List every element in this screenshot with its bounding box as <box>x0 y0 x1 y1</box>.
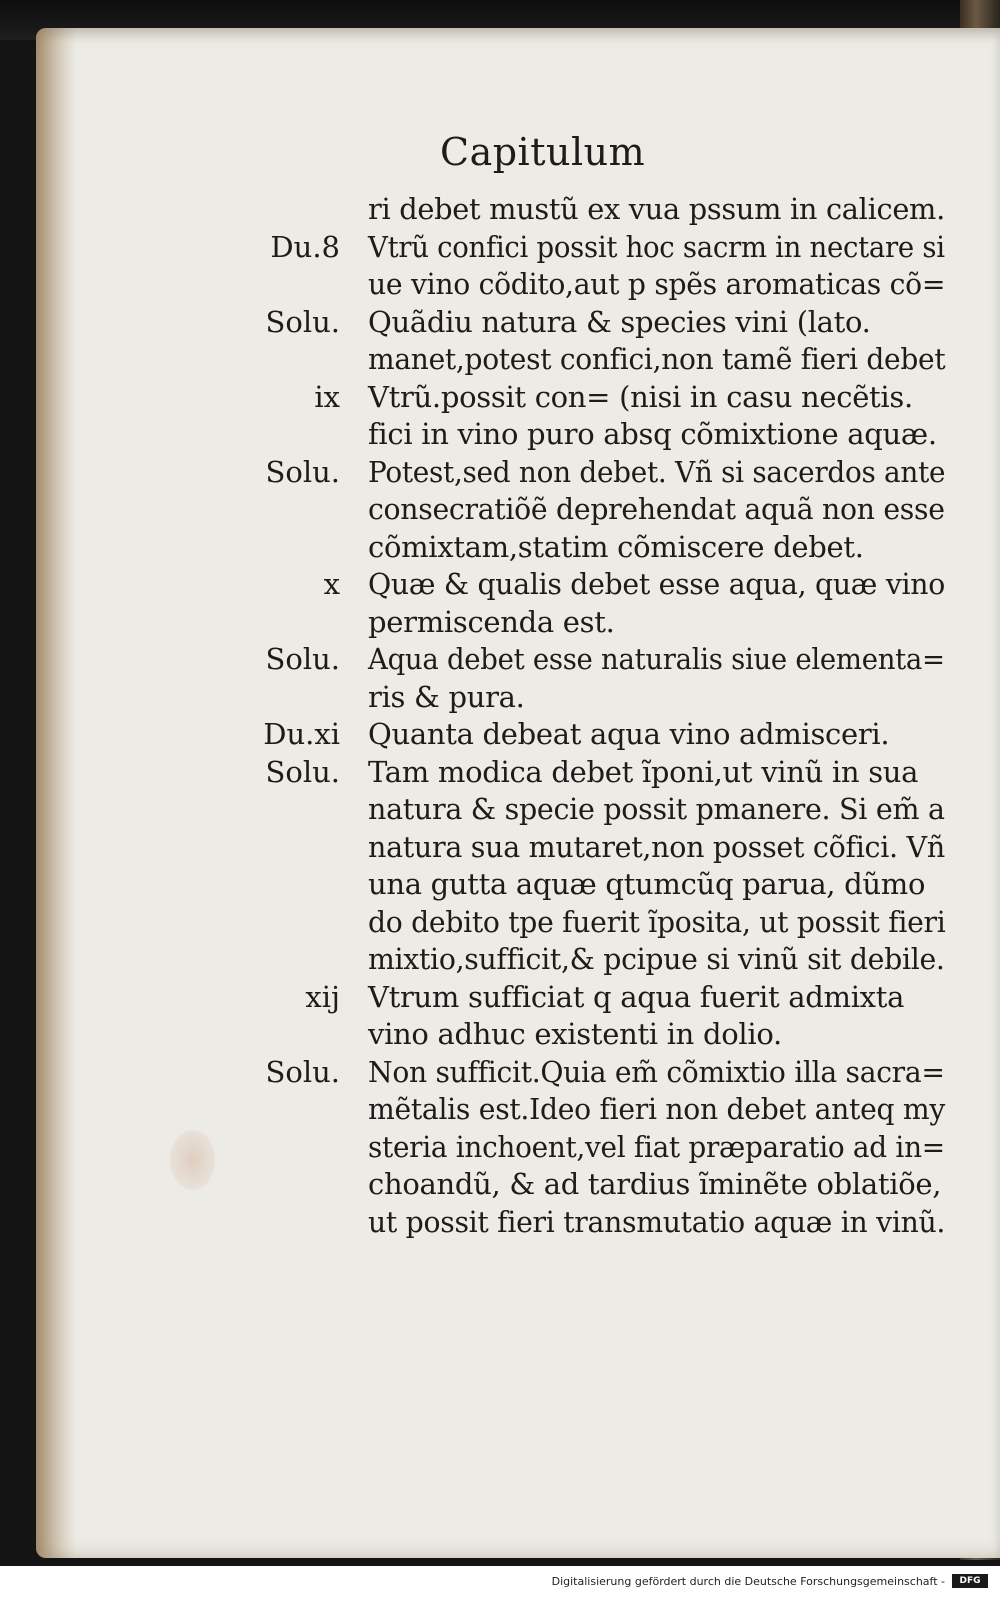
digitization-footer <box>0 1566 1000 1597</box>
line-text: fici in vino puro absq cõmixtione aquæ. <box>368 417 937 451</box>
line-text: Vtrũ confici possit hoc sacrm in nectare si <box>368 229 945 264</box>
marginal-label: xij <box>305 979 340 1014</box>
line-text: natura & specie possit pmanere. Si em̃ a <box>368 792 945 826</box>
text-line <box>0 492 960 530</box>
text-line <box>0 1205 960 1243</box>
text-line <box>0 755 960 793</box>
line-text: Potest,sed non debet. Vñ si sacerdos ante <box>368 454 946 489</box>
text-line <box>0 267 960 305</box>
text-line <box>0 942 960 980</box>
text-line <box>0 230 960 268</box>
text-line <box>0 455 960 493</box>
marginal-label: Solu. <box>265 454 340 489</box>
marginal-label: ix <box>314 379 340 414</box>
text-line <box>0 1017 960 1055</box>
line-text: permiscenda est. <box>368 604 615 639</box>
marginal-label: Solu. <box>265 304 340 339</box>
marginal-label: Solu. <box>265 642 340 676</box>
text-line <box>0 980 960 1018</box>
marginal-label: Du.xi <box>263 717 340 751</box>
line-text: mixtio,sufficit,& pcipue si vinũ sit debile. <box>368 942 945 976</box>
text-line <box>0 305 960 343</box>
line-text: una gutta aquæ qtumcũq parua, dũmo <box>368 867 926 901</box>
line-text: ut possit fieri transmutatio aquæ in vinũ. <box>368 1204 946 1239</box>
text-line <box>0 867 960 905</box>
text-line <box>0 342 960 380</box>
line-text: ris & pura. <box>368 679 525 714</box>
line-text: mẽtalis est.Ideo fieri non debet anteq my <box>368 1092 946 1126</box>
marginal-label: Solu. <box>265 754 340 789</box>
text-line <box>0 642 960 680</box>
line-text: Quæ & qualis debet esse aqua, quæ vino <box>368 567 945 601</box>
line-text: Aqua debet esse naturalis siue elementa= <box>368 642 945 676</box>
text-line <box>0 1092 960 1130</box>
line-text: natura sua mutaret,non posset cõfici. Vñ <box>368 829 945 864</box>
text-line <box>0 680 960 718</box>
line-text: consecratiõẽ deprehendat aquã non esse <box>368 492 945 526</box>
footer-credit: Digitalisierung gefördert durch die Deutsche Forschungsgemeinschaft - <box>551 1575 945 1588</box>
line-text: manet,potest confici,non tamẽ fieri debet <box>368 342 946 376</box>
text-line <box>0 192 960 230</box>
text-line <box>0 717 960 755</box>
line-text: cõmixtam,statim cõmiscere debet. <box>368 529 864 564</box>
running-head: Capitulum <box>440 130 646 174</box>
line-text: steria inchoent,vel fiat præparatio ad in= <box>368 1129 945 1164</box>
text-line <box>0 905 960 943</box>
line-text: do debito tpe fuerit ĩposita, ut possit fieri <box>368 904 946 939</box>
text-line <box>0 830 960 868</box>
line-text: vino adhuc existenti in dolio. <box>368 1017 782 1051</box>
text-line <box>0 417 960 455</box>
line-text: Vtrum sufficiat q aqua fuerit admixta <box>368 979 905 1014</box>
marginal-label: Solu. <box>265 1054 340 1089</box>
text-line <box>0 1167 960 1205</box>
line-text: ri debet mustũ ex vua pssum in calicem. <box>368 192 945 226</box>
marginal-label: Du.8 <box>270 229 340 264</box>
line-text: Non sufficit.Quia em̃ cõmixtio illa sacra= <box>368 1054 945 1089</box>
marginal-label: x <box>323 567 340 601</box>
line-text: ue vino cõdito,aut p spẽs aromaticas cõ= <box>368 267 946 301</box>
text-line <box>0 530 960 568</box>
text-line <box>0 380 960 418</box>
line-text: choandũ, & ad tardius ĩminẽte oblatiõe, <box>368 1167 942 1201</box>
line-text: Quanta debeat aqua vino admisceri. <box>368 717 890 751</box>
text-line <box>0 792 960 830</box>
line-text: Vtrũ.possit con= (nisi in casu necẽtis. <box>368 379 913 414</box>
text-line <box>0 1055 960 1093</box>
text-line <box>0 605 960 643</box>
line-text: Tam modica debet ĩponi,ut vinũ in sua <box>368 754 919 789</box>
text-line <box>0 567 960 605</box>
dfg-logo: DFG <box>952 1574 988 1588</box>
line-text: Quãdiu natura & species vini (lato. <box>368 304 871 339</box>
text-line <box>0 1130 960 1168</box>
